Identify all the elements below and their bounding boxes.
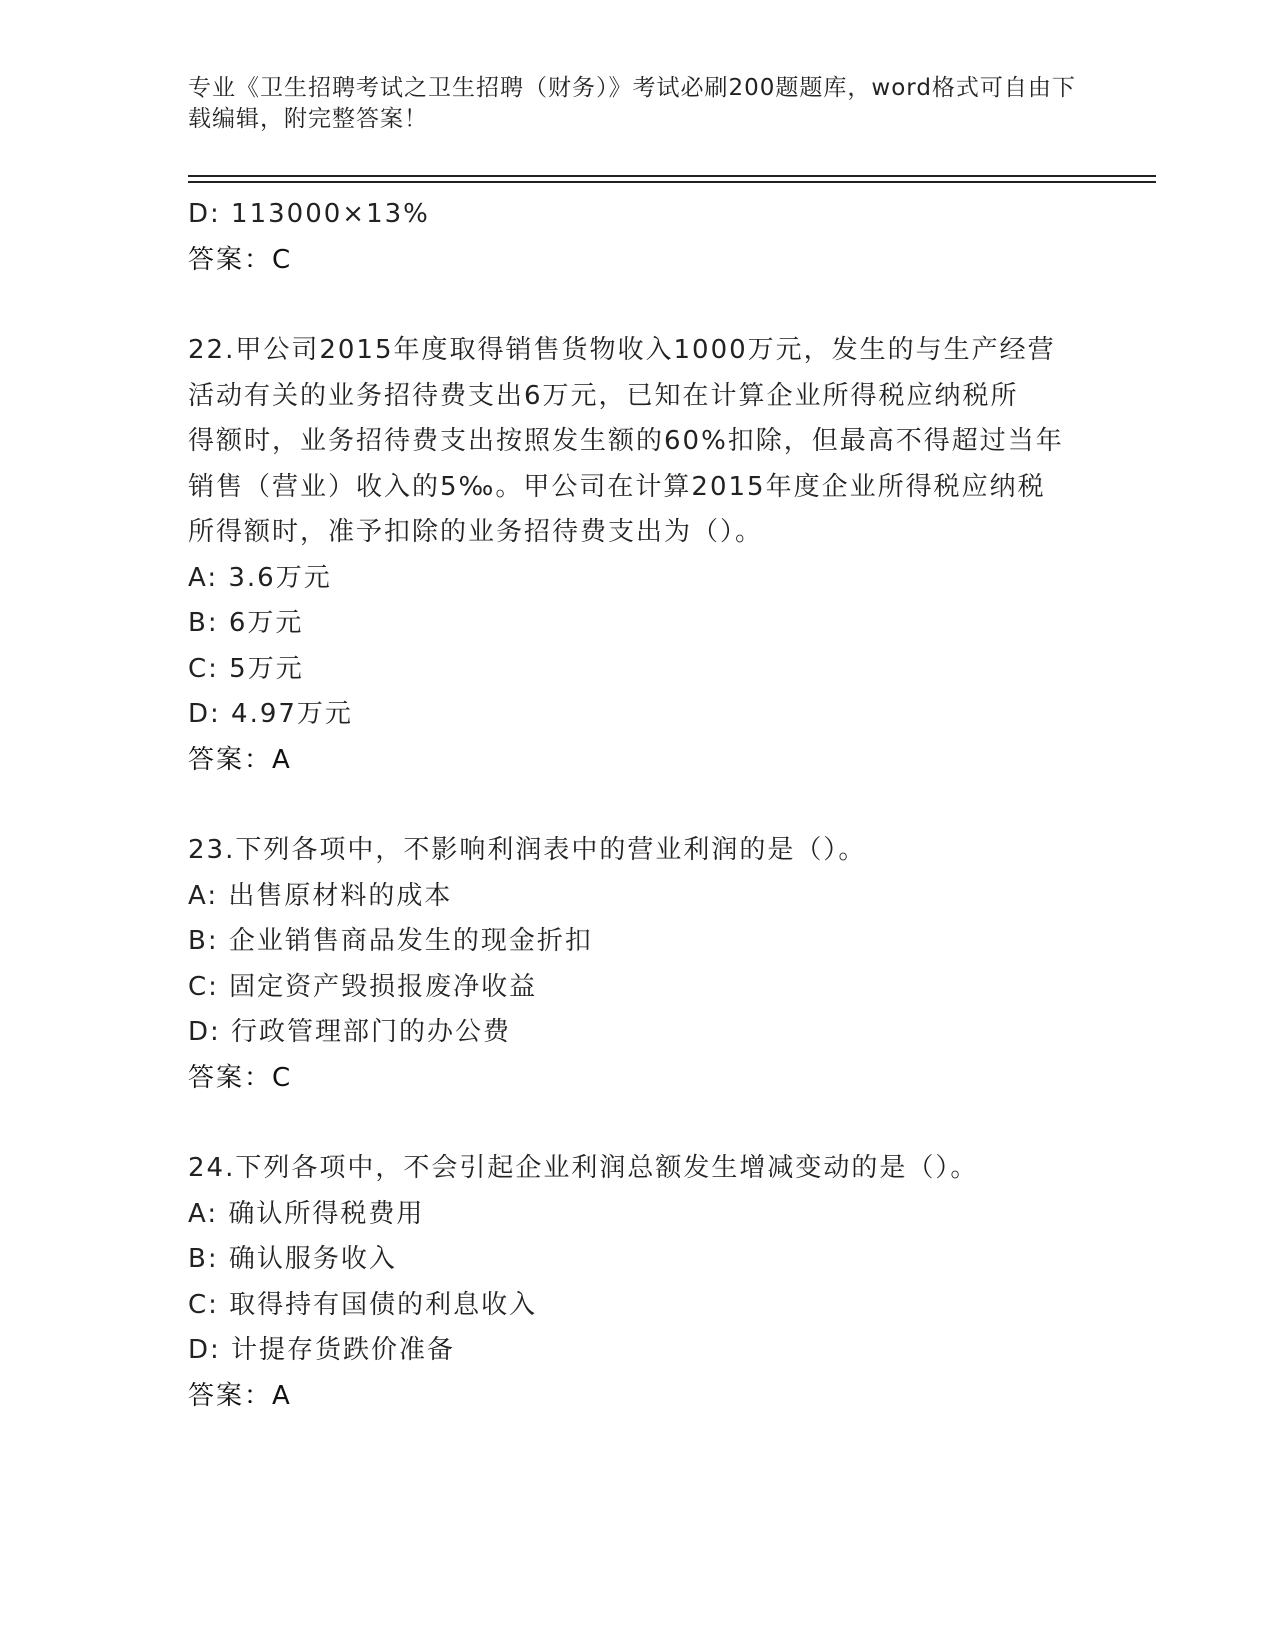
option-c: C: 取得持有国债的利息收入 — [188, 1289, 538, 1320]
divider-line-bottom — [188, 181, 1156, 183]
option-b: B: 企业销售商品发生的现金折扣 — [188, 926, 593, 956]
question-text-line: 活动有关的业务招待费支出6万元，已知在计算企业所得税应纳税所 — [188, 380, 1019, 411]
question-text-line: 所得额时，准予扣除的业务招待费支出为（）。 — [188, 517, 764, 547]
question-content — [188, 192, 1088, 1419]
question-24 — [188, 1146, 1088, 1419]
option-c: C: 5万元 — [188, 653, 304, 684]
question-text-line: 销售（营业）收入的5‰。甲公司在计算2015年度企业所得税应纳税 — [188, 471, 1046, 502]
answer: 答案：A — [188, 1380, 292, 1411]
answer: 答案：A — [188, 744, 292, 775]
option-d: D: 计提存货跌价准备 — [188, 1335, 456, 1365]
option-b: B: 确认服务收入 — [188, 1244, 397, 1274]
option-b: B: 6万元 — [188, 608, 304, 638]
question-text-line: 22.甲公司2015年度取得销售货物收入1000万元，发生的与生产经营 — [188, 335, 1056, 365]
divider-line-top — [188, 175, 1156, 177]
carryover-answer: 答案：C — [188, 244, 293, 275]
question-23 — [188, 828, 1088, 1101]
answer: 答案：C — [188, 1062, 293, 1093]
option-a: A: 确认所得税费用 — [188, 1198, 425, 1229]
document-header: 专业《卫生招聘考试之卫生招聘（财务）》考试必刷200题题库，word格式可自由下载编辑，附完整答案！ — [188, 75, 1076, 132]
option-d: D: 行政管理部门的办公费 — [188, 1017, 512, 1047]
option-d: D: 4.97万元 — [188, 699, 353, 729]
question-text-line: 23.下列各项中，不影响利润表中的营业利润的是（）。 — [188, 835, 867, 865]
question-text-line: 24.下列各项中，不会引起企业利润总额发生增减变动的是（）。 — [188, 1153, 979, 1183]
carryover-option-d: D: 113000×13% — [188, 199, 430, 229]
option-a: A: 3.6万元 — [188, 562, 332, 593]
question-text-line: 得额时，业务招待费支出按照发生额的60%扣除，但最高不得超过当年 — [188, 426, 1064, 456]
option-c: C: 固定资产毁损报废净收益 — [188, 971, 538, 1002]
header-divider — [188, 175, 1156, 183]
question-22 — [188, 328, 1088, 783]
option-a: A: 出售原材料的成本 — [188, 880, 453, 911]
